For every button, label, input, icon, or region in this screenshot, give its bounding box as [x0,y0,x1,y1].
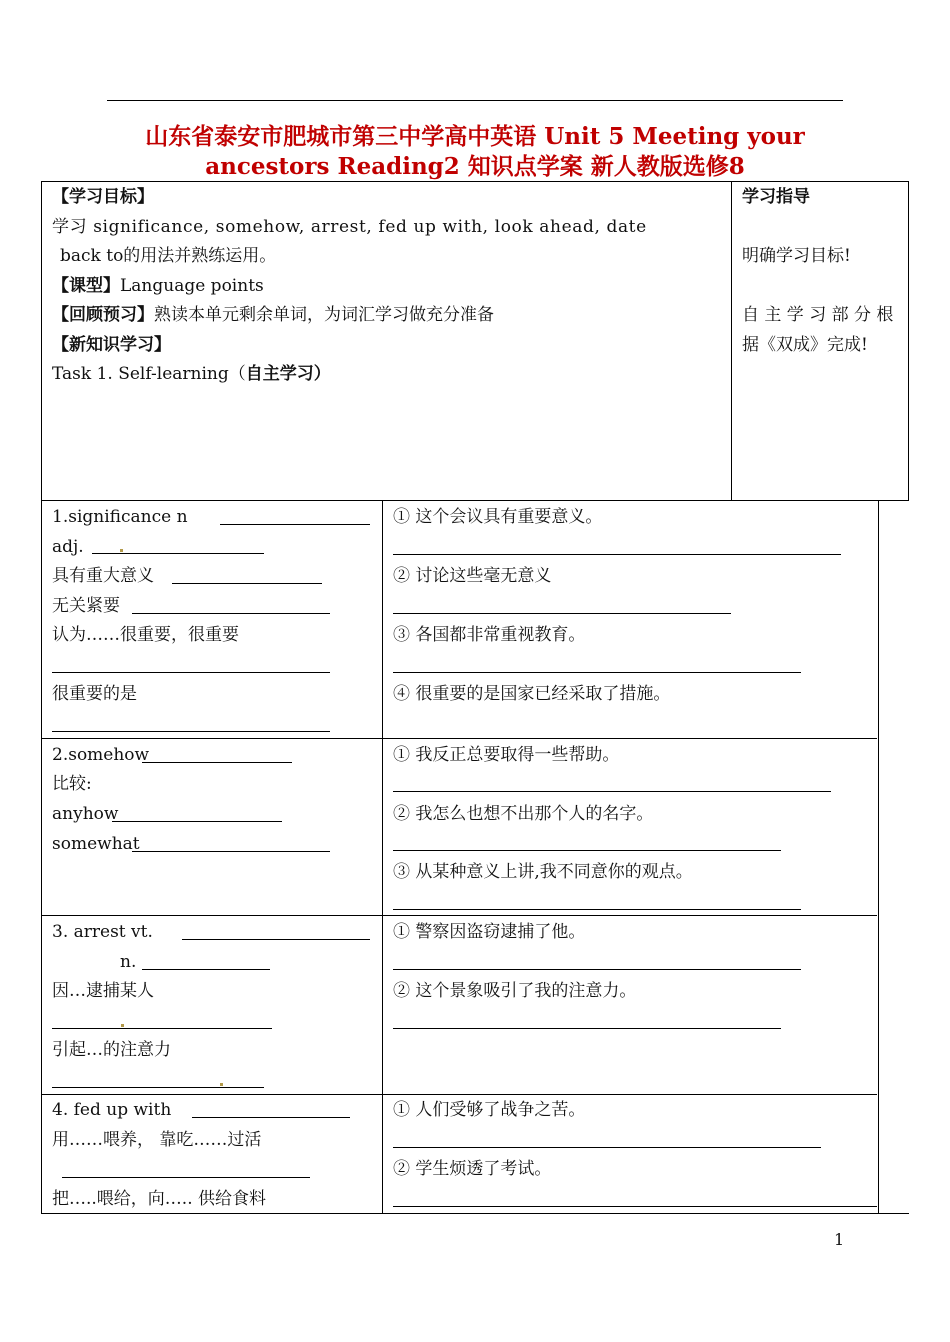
sentence-1-3: ③ 各国都非常重视教育。 [393,625,586,645]
page-number: 1 [834,1230,845,1249]
guide-heading: 学习指导 [742,187,810,207]
guide-note-2a: 自 主 学 习 部 分 根 [742,305,894,325]
arrest-phrase-2: 引起…的注意力 [52,1040,171,1060]
feed-phrase-2: 把…..喂给，向….. 供给食料 [52,1189,267,1209]
blank-line[interactable] [52,731,330,732]
blank-line[interactable] [172,583,322,584]
blank-line[interactable] [142,969,270,970]
speck [120,549,123,552]
answer-line[interactable] [393,969,801,970]
table-bottom-rule [41,1213,909,1214]
sentence-4-1: ① 人们受够了战争之苦。 [393,1100,586,1120]
objectives-heading: 【学习目标】 [52,187,154,207]
task-1-heading: Task 1. Self-learning（自主学习） [52,364,331,384]
significance-phrase-4: 很重要的是 [52,684,137,704]
answer-line[interactable] [393,1206,877,1207]
guide-note-2b: 据《双成》完成! [742,335,868,355]
blank-line[interactable] [112,821,282,822]
new-knowledge-heading: 【新知识学习】 [52,335,171,355]
sentence-1-1: ① 这个会议具有重要意义。 [393,507,603,527]
sentence-2-2: ② 我怎么也想不出那个人的名字。 [393,804,654,824]
sentence-1-4: ④ 很重要的是国家已经采取了措施。 [393,684,671,704]
review-preview: 【回顾预习】熟读本单元剩余单词，为词汇学习做充分准备 [52,305,494,325]
lesson-type: 【课型】Language points [52,276,264,296]
blank-line[interactable] [142,762,292,763]
sentence-3-2: ② 这个景象吸引了我的注意力。 [393,981,637,1001]
significance-adj: adj. [52,537,84,557]
sentence-4-2: ② 学生烦透了考试。 [393,1159,552,1179]
objectives-words: 学习 significance, somehow, arrest, fed up with, look ahead, date [52,217,647,237]
answer-line[interactable] [393,909,801,910]
row-divider [41,738,877,739]
speck [220,1083,223,1086]
objectives-divider [731,181,732,501]
guide-note-1: 明确学习目标! [742,246,851,266]
speck [121,1024,124,1027]
answer-line[interactable] [393,554,643,555]
blank-line[interactable] [220,524,370,525]
sentence-3-1: ① 警察因盗窃逮捕了他。 [393,922,586,942]
compare-label: 比较: [52,774,92,794]
significance-phrase-3: 认为……很重要，很重要 [52,625,239,645]
sentence-1-2: ② 讨论这些毫无意义 [393,566,552,586]
blank-line[interactable] [52,1028,272,1029]
sentence-2-3: ③ 从某种意义上讲,我不同意你的观点。 [393,862,693,882]
answer-line[interactable] [393,791,831,792]
item-somehow: 2.somehow [52,745,150,765]
answer-line[interactable] [643,554,841,555]
item-anyhow: anyhow [52,804,119,824]
blank-line[interactable] [192,1117,350,1118]
blank-line[interactable] [132,613,330,614]
answer-line[interactable] [393,850,781,851]
row-divider [41,1094,877,1095]
significance-phrase-1: 具有重大意义 [52,566,154,586]
title-line-2: ancestors Reading2 知识点学案 新人教版选修8 [205,153,745,180]
top-rule [107,100,843,101]
answer-line[interactable] [393,1147,821,1148]
significance-phrase-2: 无关紧要 [52,596,120,616]
answer-line[interactable] [393,672,801,673]
item-significance: 1.significance n [52,507,188,527]
blank-line[interactable] [182,939,370,940]
arrest-phrase-1: 因…逮捕某人 [52,981,154,1001]
sentence-2-1: ① 我反正总要取得一些帮助。 [393,745,620,765]
document-title [60,122,890,182]
item-fed-up-with: 4. fed up with [52,1100,172,1120]
blank-line[interactable] [52,672,330,673]
arrest-noun: n. [120,952,137,972]
item-somewhat: somewhat [52,834,140,854]
blank-line[interactable] [92,553,264,554]
blank-line[interactable] [62,1177,310,1178]
answer-line[interactable] [393,613,731,614]
feed-phrase-1: 用……喂养， 靠吃……过活 [52,1130,262,1150]
blank-line[interactable] [132,851,330,852]
blank-line[interactable] [52,1087,264,1088]
title-line-1: 山东省泰安市肥城市第三中学高中英语 Unit 5 Meeting your [145,123,805,150]
objectives-words-cont: back to的用法并熟练运用。 [60,246,277,266]
row-divider [41,915,877,916]
answer-line[interactable] [393,1028,781,1029]
item-arrest: 3. arrest vt. [52,922,153,942]
table-column-divider [382,500,383,1214]
